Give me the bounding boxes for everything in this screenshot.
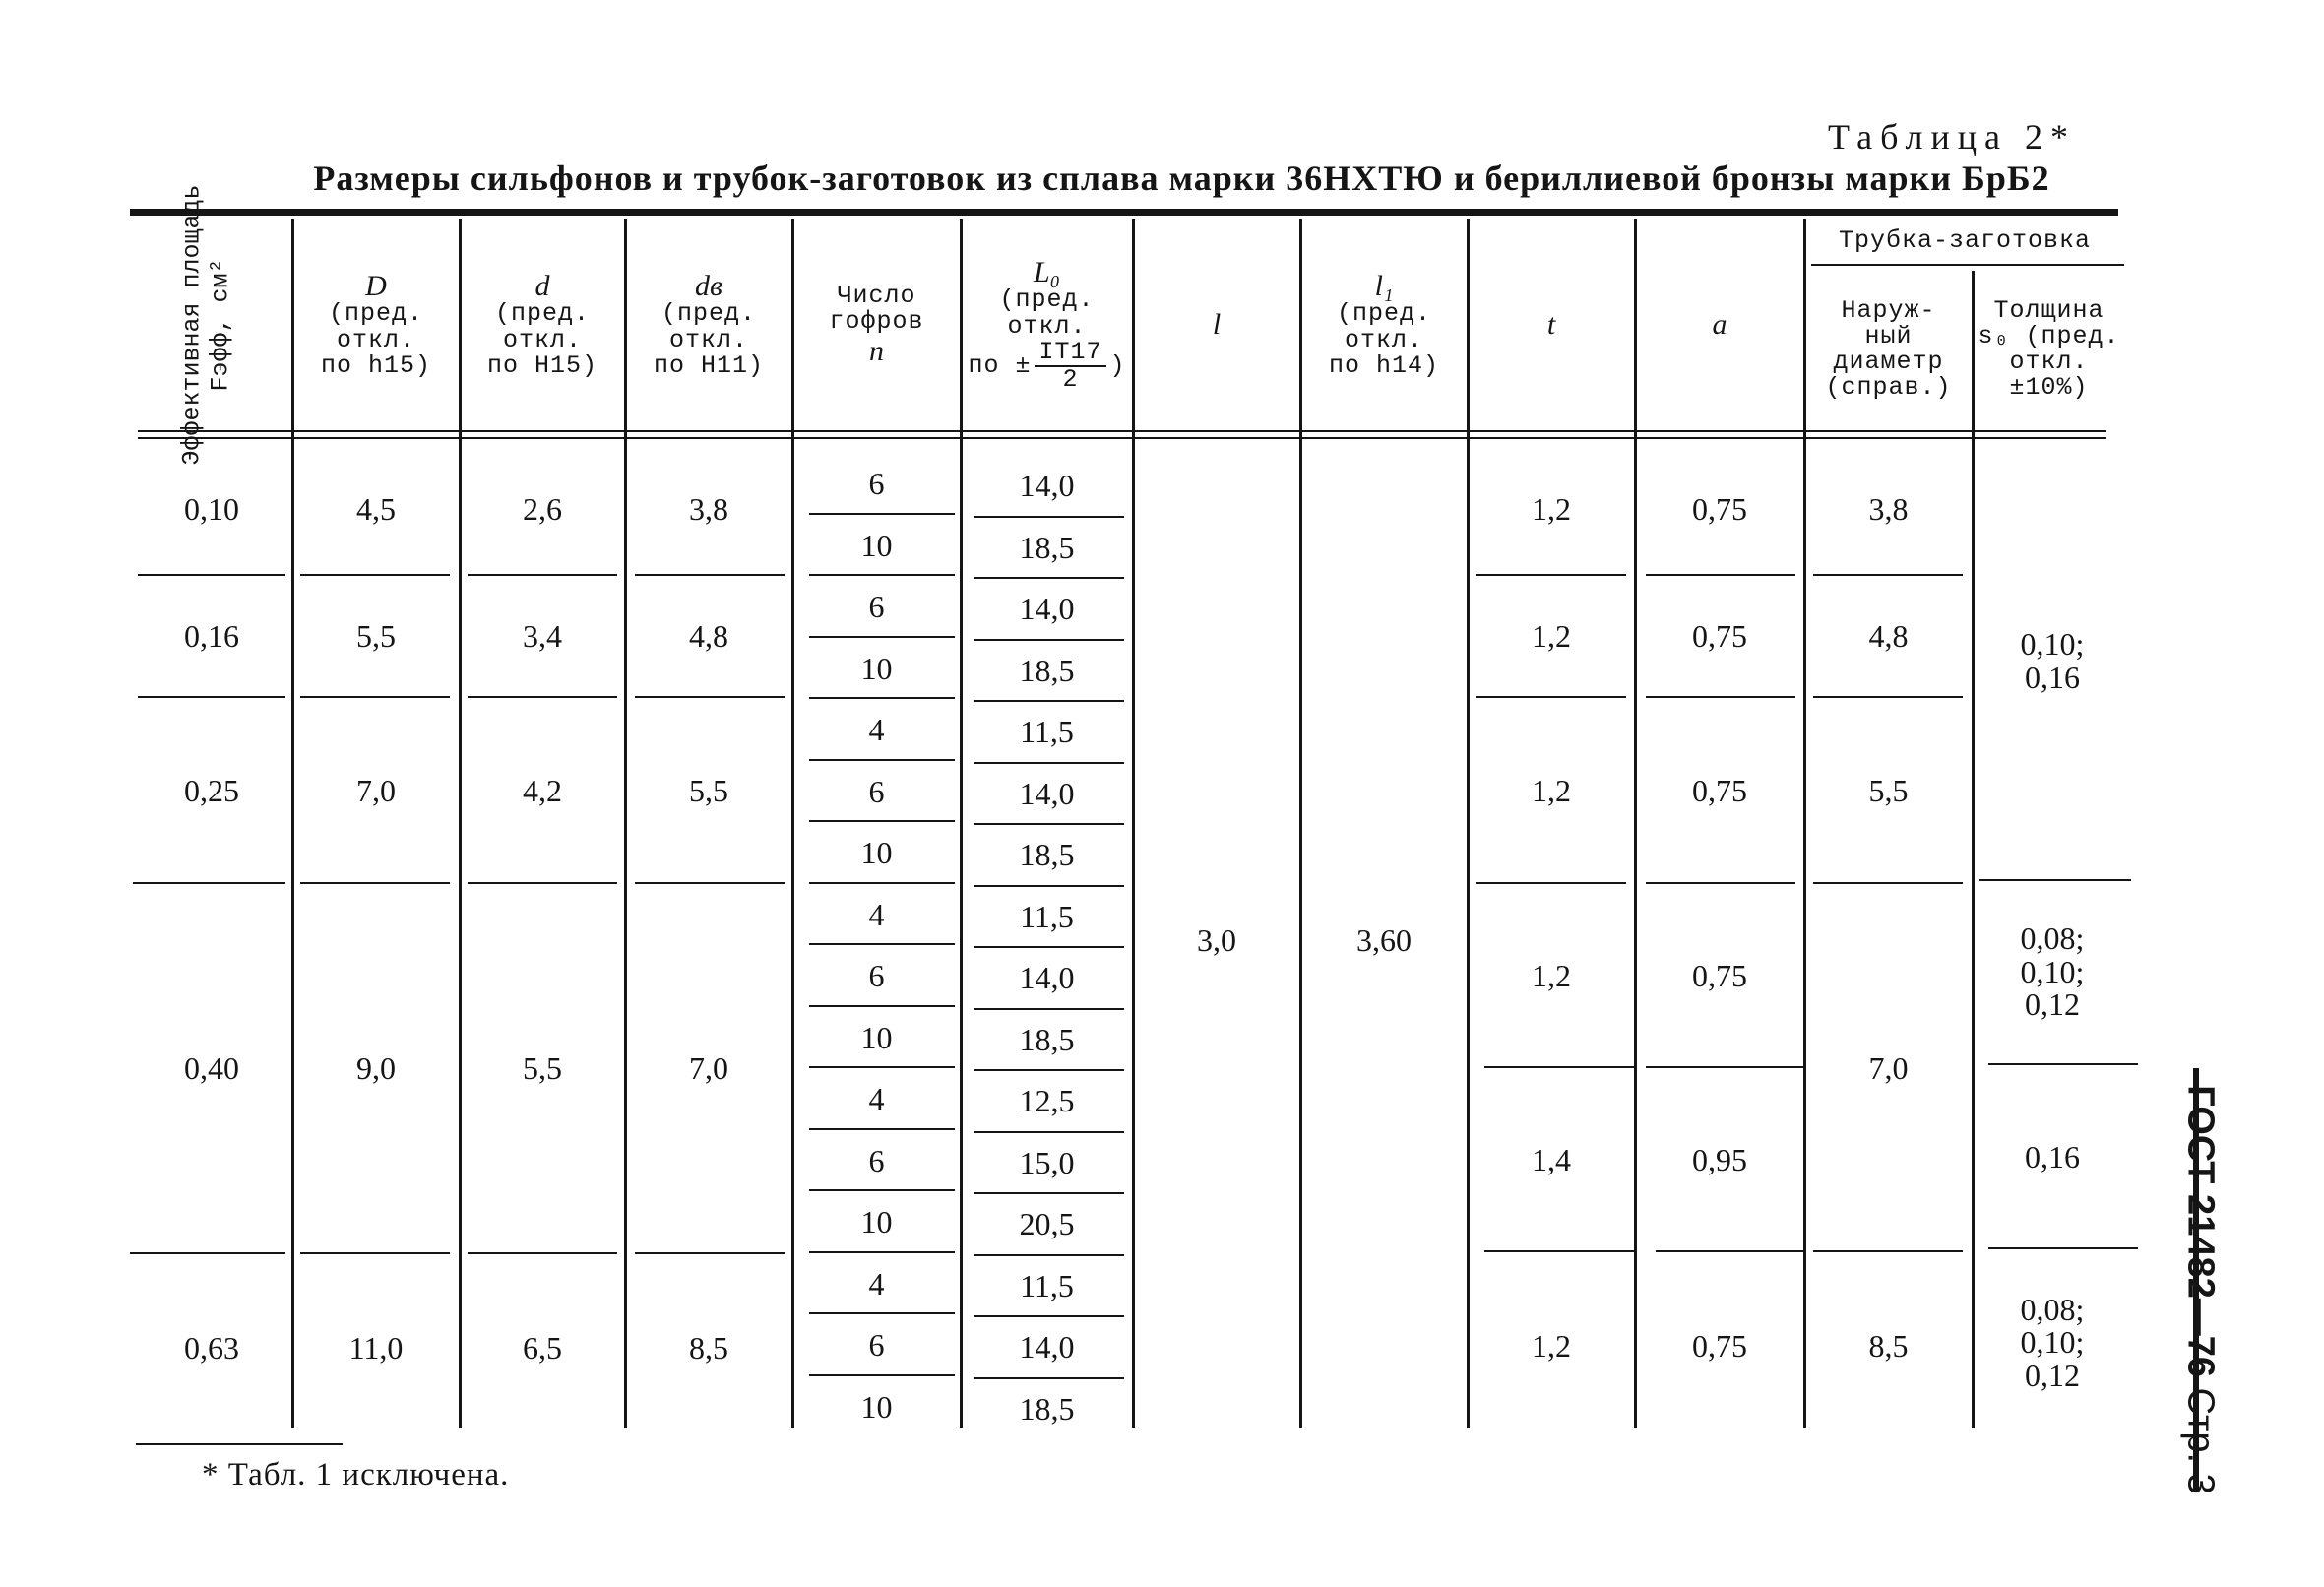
length-L0-cell: 15,0: [1019, 1144, 1075, 1180]
corrugation-count-cell: 6: [868, 1142, 885, 1178]
side-label: [2166, 1085, 2234, 1494]
header-D: D (пред. откл. по h15): [320, 269, 432, 380]
sub-row-separator: [809, 759, 955, 761]
length-L0-cell: 11,5: [1020, 714, 1074, 750]
corrugation-count-cell: 4: [868, 1265, 885, 1301]
sub-row-separator: [809, 1066, 955, 1068]
sub-row-separator: [974, 700, 1124, 702]
sub-row-separator: [809, 513, 955, 515]
corrugation-count-cell: 6: [868, 773, 885, 809]
sub-row-separator: [809, 943, 955, 945]
f-eff-cell: 0,16: [184, 618, 239, 654]
corrugation-count-cell: 6: [868, 466, 885, 502]
l1-cell: 3,60: [1356, 922, 1412, 958]
sub-row-separator: [809, 1189, 955, 1191]
sub-row-separator: [809, 1251, 955, 1253]
thickness-cell: 0,08; 0,10; 0,12: [2020, 920, 2085, 1023]
header-tube-group: Трубка-заготовка: [1838, 225, 2092, 255]
dv-cell: 8,5: [689, 1330, 728, 1365]
corrugation-count-cell: 10: [860, 527, 893, 563]
header-separator: [138, 430, 2106, 432]
header-dv: dв (пред. откл. по H11): [653, 269, 765, 380]
header-tube-thick: Толщина s₀ (пред. откл. ±10%): [1978, 295, 2120, 403]
sub-row-separator: [809, 1128, 955, 1130]
d-cell: 6,5: [523, 1330, 562, 1365]
t-cell: 1,2: [1532, 957, 1571, 993]
f-eff-cell: 0,40: [184, 1050, 239, 1086]
length-L0-cell: 18,5: [1019, 1390, 1075, 1427]
a-cell: 0,75: [1692, 618, 1747, 654]
sub-row-separator: [809, 1374, 955, 1376]
sub-row-separator: [809, 574, 955, 576]
length-L0-cell: 14,0: [1019, 591, 1075, 627]
sub-row-separator: [974, 1315, 1124, 1317]
length-L0-cell: 12,5: [1019, 1083, 1075, 1119]
header-n: Число гофров n: [829, 282, 924, 367]
length-L0-cell: 18,5: [1019, 529, 1075, 565]
corrugation-count-cell: 10: [860, 835, 893, 871]
thickness-cell: 0,08; 0,10; 0,12: [2020, 1291, 2085, 1393]
corrugation-count-cell: 4: [868, 896, 885, 932]
corrugation-count-cell: 4: [868, 712, 885, 748]
length-L0-cell: 18,5: [1019, 652, 1075, 688]
f-eff-cell: 0,63: [184, 1330, 239, 1365]
outer-diameter-cell: 5,5: [1868, 772, 1909, 808]
a-cell: 0,75: [1692, 490, 1747, 527]
outer-diameter-cell: 7,0: [1868, 1050, 1909, 1086]
header-separator: [138, 437, 2106, 439]
corrugation-count-cell: 10: [860, 650, 893, 686]
header-f-eff: Эффективная площадь Fэфф, см²: [177, 184, 234, 466]
footnote: * Табл. 1 исключена.: [202, 1457, 510, 1492]
length-L0-cell: 18,5: [1019, 1021, 1075, 1057]
a-cell: 0,95: [1692, 1141, 1747, 1177]
dv-cell: 7,0: [689, 1050, 728, 1086]
thickness-cell: 0,10; 0,16: [2020, 625, 2085, 695]
a-cell: 0,75: [1692, 957, 1747, 993]
header-t: t: [1546, 308, 1556, 342]
dv-cell: 3,8: [689, 490, 728, 527]
footnote-rule: [136, 1443, 343, 1445]
d-cell: 5,5: [523, 1050, 562, 1086]
d-cell: 2,6: [523, 490, 562, 527]
f-eff-cell: 0,25: [184, 772, 239, 808]
corrugation-count-cell: 4: [868, 1081, 885, 1117]
length-L0-cell: 20,5: [1019, 1206, 1075, 1242]
t-cell: 1,2: [1532, 772, 1571, 808]
length-L0-cell: 14,0: [1019, 468, 1075, 504]
l-cell: 3,0: [1197, 922, 1236, 958]
gost-number: ГОСТ 21482—76: [2179, 1085, 2222, 1378]
header-d: d (пред. откл. по H15): [486, 269, 598, 380]
sub-row-separator: [809, 1312, 955, 1314]
thickness-cell: 0,16: [2025, 1138, 2080, 1174]
a-cell: 0,75: [1692, 1328, 1747, 1364]
header-L0: L₀ (пред. откл. по ± $\frac{IT17}{2}$ ): [968, 255, 1126, 394]
t-cell: 1,4: [1532, 1141, 1571, 1177]
header-l: l: [1212, 308, 1222, 342]
length-L0-cell: 14,0: [1019, 775, 1075, 811]
length-L0-cell: 11,5: [1020, 898, 1074, 934]
corrugation-count-cell: 10: [860, 1204, 893, 1240]
D-cell: 5,5: [356, 618, 396, 654]
dv-cell: 4,8: [689, 618, 728, 654]
header-a: a: [1712, 308, 1727, 342]
corrugation-count-cell: 6: [868, 958, 885, 994]
d-cell: 4,2: [523, 772, 562, 808]
sub-row-separator: [809, 697, 955, 699]
corrugation-count-cell: 10: [860, 1388, 893, 1425]
D-cell: 7,0: [356, 772, 396, 808]
length-L0-cell: 14,0: [1019, 1329, 1075, 1365]
sub-row-separator: [809, 636, 955, 638]
D-cell: 9,0: [356, 1050, 396, 1086]
f-eff-cell: 0,10: [184, 490, 239, 527]
sub-row-separator: [974, 823, 1124, 825]
sub-row-separator: [809, 820, 955, 822]
corrugation-count-cell: 6: [868, 589, 885, 625]
sub-row-separator: [974, 1192, 1124, 1194]
a-cell: 0,75: [1692, 772, 1747, 808]
group-underline: [1811, 264, 2124, 266]
length-L0-cell: 14,0: [1019, 960, 1075, 996]
D-cell: 4,5: [356, 490, 396, 527]
table-title: Размеры сильфонов и трубок-заготовок из сплава марки 36НХТЮ и бериллиевой бронзы марки БрБ2: [313, 159, 2050, 198]
outer-diameter-cell: 8,5: [1868, 1328, 1909, 1364]
header-tube-outer: Наруж- ный диаметр (справ.): [1825, 295, 1952, 403]
outer-diameter-cell: 4,8: [1868, 618, 1909, 654]
table-label: Таблица 2*: [1828, 117, 2076, 157]
length-L0-cell: 11,5: [1020, 1267, 1074, 1303]
outer-diameter-cell: 3,8: [1868, 490, 1909, 527]
sub-row-separator: [974, 577, 1124, 579]
sub-row-separator: [974, 1069, 1124, 1071]
d-cell: 3,4: [523, 618, 562, 654]
D-cell: 11,0: [348, 1330, 404, 1365]
t-cell: 1,2: [1532, 490, 1571, 527]
sub-row-separator: [974, 946, 1124, 948]
sub-row-separator: [809, 1005, 955, 1007]
header-l1: l₁ (пред. откл. по h14): [1328, 269, 1440, 380]
t-cell: 1,2: [1532, 618, 1571, 654]
dv-cell: 5,5: [689, 772, 728, 808]
sub-row-separator: [809, 882, 955, 884]
top-rule: [130, 209, 2118, 216]
corrugation-count-cell: 10: [860, 1019, 893, 1055]
length-L0-cell: 18,5: [1019, 837, 1075, 873]
page-number: Стр. 3: [2179, 1387, 2222, 1494]
t-cell: 1,2: [1532, 1328, 1571, 1364]
corrugation-count-cell: 6: [868, 1327, 885, 1364]
